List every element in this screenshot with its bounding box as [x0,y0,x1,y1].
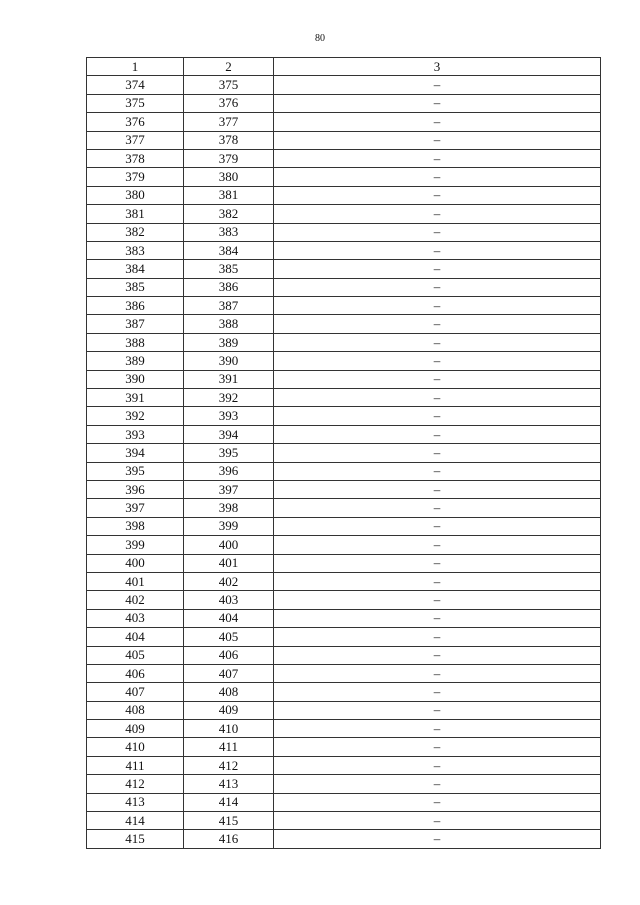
table-cell-col-3: – [274,756,601,774]
table-cell-col-3: – [274,168,601,186]
table-cell-col-1: 388 [87,333,184,351]
table-cell-col-3: – [274,572,601,590]
table-cell-col-1: 409 [87,720,184,738]
table-cell-col-1: 403 [87,609,184,627]
table-cell-col-3: – [274,664,601,682]
table-row [87,793,601,811]
table-row [87,683,601,701]
table-row [87,664,601,682]
table-cell-col-3: – [274,407,601,425]
table-cell-col-3: – [274,554,601,572]
table-cell-col-2: 415 [184,812,274,830]
table-row [87,113,601,131]
table-cell-col-2: 403 [184,591,274,609]
table-cell-col-3: – [274,76,601,94]
table-cell-col-1: 382 [87,223,184,241]
table-cell-col-2: 401 [184,554,274,572]
table-cell-col-1: 384 [87,260,184,278]
table-cell-col-1: 395 [87,462,184,480]
table-row [87,76,601,94]
table-cell-col-2: 376 [184,94,274,112]
table-row [87,720,601,738]
table-cell-col-2: 384 [184,241,274,259]
table-cell-col-2: 393 [184,407,274,425]
table-cell-col-2: 405 [184,628,274,646]
table-cell-col-1: 410 [87,738,184,756]
data-table [86,57,601,849]
table-cell-col-1: 406 [87,664,184,682]
table-cell-col-1: 405 [87,646,184,664]
table-cell-col-2: 381 [184,186,274,204]
table-cell-col-1: 397 [87,499,184,517]
table-row [87,517,601,535]
table-cell-col-3: – [274,278,601,296]
table-row [87,572,601,590]
table-cell-col-1: 415 [87,830,184,848]
table-cell-col-1: 381 [87,205,184,223]
table-cell-col-2: 375 [184,76,274,94]
table-row [87,425,601,443]
table-cell-col-2: 408 [184,683,274,701]
table-cell-col-2: 379 [184,149,274,167]
table-row [87,186,601,204]
table-cell-col-3: – [274,241,601,259]
table-row [87,315,601,333]
table-row [87,94,601,112]
table-cell-col-1: 392 [87,407,184,425]
table-cell-col-3: – [274,683,601,701]
table-cell-col-3: – [274,352,601,370]
column-header-2: 2 [184,58,274,76]
table-cell-col-2: 407 [184,664,274,682]
table-row [87,554,601,572]
table-cell-col-1: 383 [87,241,184,259]
table-cell-col-3: – [274,720,601,738]
table-cell-col-3: – [274,830,601,848]
table-cell-col-3: – [274,315,601,333]
table-cell-col-1: 404 [87,628,184,646]
table-cell-col-1: 374 [87,76,184,94]
table-cell-col-3: – [274,591,601,609]
table-row [87,223,601,241]
table-cell-col-1: 412 [87,775,184,793]
table-cell-col-3: – [274,333,601,351]
table-cell-col-1: 386 [87,297,184,315]
table-cell-col-3: – [274,517,601,535]
table-cell-col-3: – [274,646,601,664]
table-cell-col-3: – [274,370,601,388]
table-cell-col-2: 411 [184,738,274,756]
table-row [87,591,601,609]
table-cell-col-3: – [274,480,601,498]
table-cell-col-2: 389 [184,333,274,351]
table-row [87,407,601,425]
table-cell-col-1: 401 [87,572,184,590]
table-row [87,444,601,462]
table-cell-col-2: 400 [184,536,274,554]
table-cell-col-3: – [274,462,601,480]
table-cell-col-3: – [274,260,601,278]
table-cell-col-2: 396 [184,462,274,480]
table-row [87,370,601,388]
table-cell-col-3: – [274,536,601,554]
table-cell-col-2: 391 [184,370,274,388]
table-row [87,297,601,315]
table-row [87,389,601,407]
table-row [87,168,601,186]
table-cell-col-2: 413 [184,775,274,793]
page-number: 80 [315,33,325,44]
table-cell-col-3: – [274,628,601,646]
table-row [87,646,601,664]
table-cell-col-2: 395 [184,444,274,462]
table-cell-col-2: 390 [184,352,274,370]
table-cell-col-1: 391 [87,389,184,407]
table-cell-col-1: 413 [87,793,184,811]
table-cell-col-2: 394 [184,425,274,443]
table-body [87,76,601,848]
table-cell-col-1: 399 [87,536,184,554]
column-header-3: 3 [274,58,601,76]
table-cell-col-2: 377 [184,113,274,131]
table-row [87,205,601,223]
table-cell-col-2: 386 [184,278,274,296]
table-cell-col-1: 389 [87,352,184,370]
table-cell-col-2: 406 [184,646,274,664]
table-row [87,609,601,627]
table-cell-col-1: 400 [87,554,184,572]
table-cell-col-2: 402 [184,572,274,590]
table-cell-col-3: – [274,812,601,830]
table-cell-col-2: 409 [184,701,274,719]
table-cell-col-1: 394 [87,444,184,462]
table-row [87,756,601,774]
table-cell-col-3: – [274,425,601,443]
table-cell-col-2: 414 [184,793,274,811]
table-row [87,131,601,149]
table-row [87,480,601,498]
table-row [87,812,601,830]
table-cell-col-1: 380 [87,186,184,204]
table-row [87,333,601,351]
table-cell-col-2: 404 [184,609,274,627]
table-header [87,58,601,76]
table-cell-col-2: 410 [184,720,274,738]
table-row [87,462,601,480]
table-cell-col-1: 378 [87,149,184,167]
table-cell-col-2: 385 [184,260,274,278]
table-row [87,738,601,756]
table-cell-col-3: – [274,205,601,223]
table-cell-col-2: 378 [184,131,274,149]
table-cell-col-2: 382 [184,205,274,223]
table-row [87,830,601,848]
table-cell-col-2: 387 [184,297,274,315]
table-cell-col-3: – [274,793,601,811]
table-cell-col-1: 379 [87,168,184,186]
table-cell-col-3: – [274,297,601,315]
table-cell-col-3: – [274,131,601,149]
table-cell-col-1: 393 [87,425,184,443]
table-cell-col-3: – [274,94,601,112]
table-row [87,775,601,793]
table-cell-col-1: 396 [87,480,184,498]
table-cell-col-3: – [274,186,601,204]
table-cell-col-1: 408 [87,701,184,719]
header-row [87,58,601,76]
table-row [87,628,601,646]
table-cell-col-1: 377 [87,131,184,149]
table-cell-col-2: 399 [184,517,274,535]
table-cell-col-3: – [274,609,601,627]
table-cell-col-3: – [274,499,601,517]
table-cell-col-3: – [274,223,601,241]
table-row [87,536,601,554]
table-cell-col-3: – [274,113,601,131]
table-cell-col-2: 380 [184,168,274,186]
column-header-1: 1 [87,58,184,76]
table-cell-col-2: 397 [184,480,274,498]
table-cell-col-2: 383 [184,223,274,241]
table-row [87,149,601,167]
table-cell-col-1: 402 [87,591,184,609]
table-cell-col-3: – [274,775,601,793]
table-cell-col-1: 407 [87,683,184,701]
table-cell-col-1: 411 [87,756,184,774]
table-row [87,499,601,517]
table-cell-col-1: 376 [87,113,184,131]
table-row [87,701,601,719]
table-cell-col-1: 398 [87,517,184,535]
table-cell-col-2: 398 [184,499,274,517]
table-cell-col-3: – [274,701,601,719]
table-cell-col-2: 388 [184,315,274,333]
table-cell-col-1: 375 [87,94,184,112]
table-cell-col-2: 392 [184,389,274,407]
table-cell-col-1: 390 [87,370,184,388]
table-cell-col-2: 416 [184,830,274,848]
table-cell-col-3: – [274,738,601,756]
table-row [87,260,601,278]
table-row [87,352,601,370]
table-cell-col-1: 385 [87,278,184,296]
table-cell-col-3: – [274,149,601,167]
table-cell-col-1: 414 [87,812,184,830]
table-cell-col-3: – [274,444,601,462]
table-row [87,241,601,259]
table-cell-col-2: 412 [184,756,274,774]
table-cell-col-1: 387 [87,315,184,333]
table-row [87,278,601,296]
table-cell-col-3: – [274,389,601,407]
